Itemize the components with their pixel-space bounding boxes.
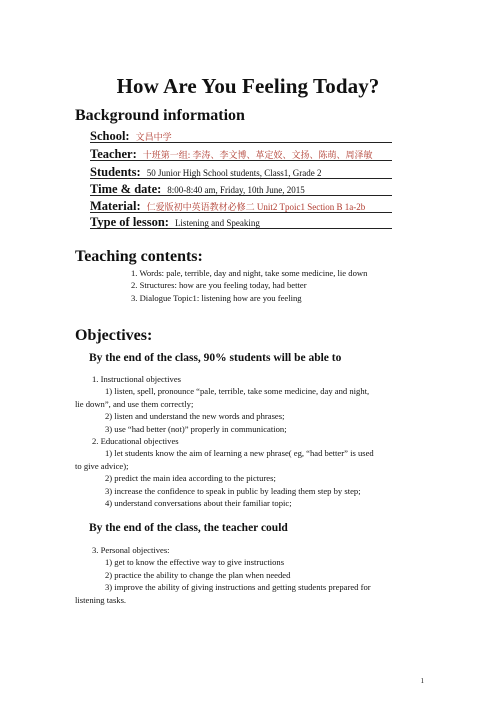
- list-item: 1) listen, spell, pronounce “pale, terrible, take some medicine, day and night,: [105, 386, 370, 397]
- list-item: 4) understand conversations about their familiar topic;: [105, 498, 292, 509]
- list-item: 3. Personal objectives:: [92, 545, 170, 555]
- info-value: 仁爱版初中英语教材必修二 Unit2 Tpoic1 Section B 1a-2b: [146, 202, 366, 212]
- info-value: Listening and Speaking: [174, 218, 260, 228]
- info-label: School:: [90, 129, 130, 143]
- list-item: 2) predict the main idea according to the pictures;: [105, 473, 276, 484]
- list-item: 1. Instructional objectives: [92, 374, 182, 384]
- list-item: to give advice);: [75, 460, 129, 471]
- info-row-material: [90, 197, 392, 213]
- objectives-block-1: [75, 373, 418, 509]
- objectives-subheading: By the end of the class, the teacher could: [89, 522, 288, 534]
- info-value: 十班第一组: 李涛、李文博、革定姣、文扬、陈萌、周泽敏: [142, 150, 373, 160]
- info-label: Teacher:: [90, 147, 137, 161]
- list-item: 2. Structures: how are you feeling today, had better: [131, 280, 307, 291]
- info-value: 文昌中学: [135, 132, 172, 142]
- page-number: 1: [420, 677, 424, 685]
- info-value: 50 Junior High School students, Class1, Grade 2: [146, 168, 322, 178]
- contents-list: [131, 267, 367, 304]
- list-item: 1) get to know the effective way to give instructions: [105, 557, 285, 568]
- list-item: lie down”, and use them correctly;: [75, 398, 194, 409]
- info-row-time-date: [90, 180, 392, 196]
- info-label: Time & date:: [90, 182, 162, 196]
- page-title: How Are You Feeling Today?: [116, 74, 380, 98]
- list-item: listening tasks.: [75, 594, 127, 605]
- list-item: 3) improve the ability of giving instructions and getting students prepared for: [105, 582, 371, 593]
- info-row-students: [90, 163, 392, 179]
- info-label: Students:: [90, 165, 141, 179]
- contents-heading: Teaching contents:: [75, 248, 203, 265]
- objectives-block-2: [75, 544, 418, 606]
- info-value: 8:00-8:40 am, Friday, 10th June, 2015: [167, 185, 305, 195]
- list-item: 1. Words: pale, terrible, day and night, take some medicine, lie down: [131, 268, 368, 278]
- list-item: 3. Dialogue Topic1: listening how are you feeling: [131, 292, 302, 303]
- background-heading: Background information: [75, 107, 245, 124]
- list-item: 3) increase the confidence to speak in public by leading them step by step;: [105, 485, 361, 496]
- info-label: Type of lesson:: [90, 215, 169, 229]
- list-item: 1) let students know the aim of learning a new phrase( eg, “had better” is used: [105, 448, 374, 459]
- objectives-heading: Objectives:: [75, 327, 153, 344]
- info-label: Material:: [90, 199, 141, 213]
- objectives-subheading: By the end of the class, 90% students will be able to: [89, 352, 342, 364]
- info-row-teacher: [90, 145, 392, 161]
- list-item: 3) use “had better (not)” properly in communication;: [105, 423, 287, 434]
- info-row-lesson-type: [90, 213, 392, 229]
- list-item: 2) practice the ability to change the plan when needed: [105, 569, 291, 580]
- list-item: 2) listen and understand the new words and phrases;: [105, 411, 285, 422]
- list-item: 2. Educational objectives: [92, 436, 179, 447]
- info-row-school: [90, 127, 392, 143]
